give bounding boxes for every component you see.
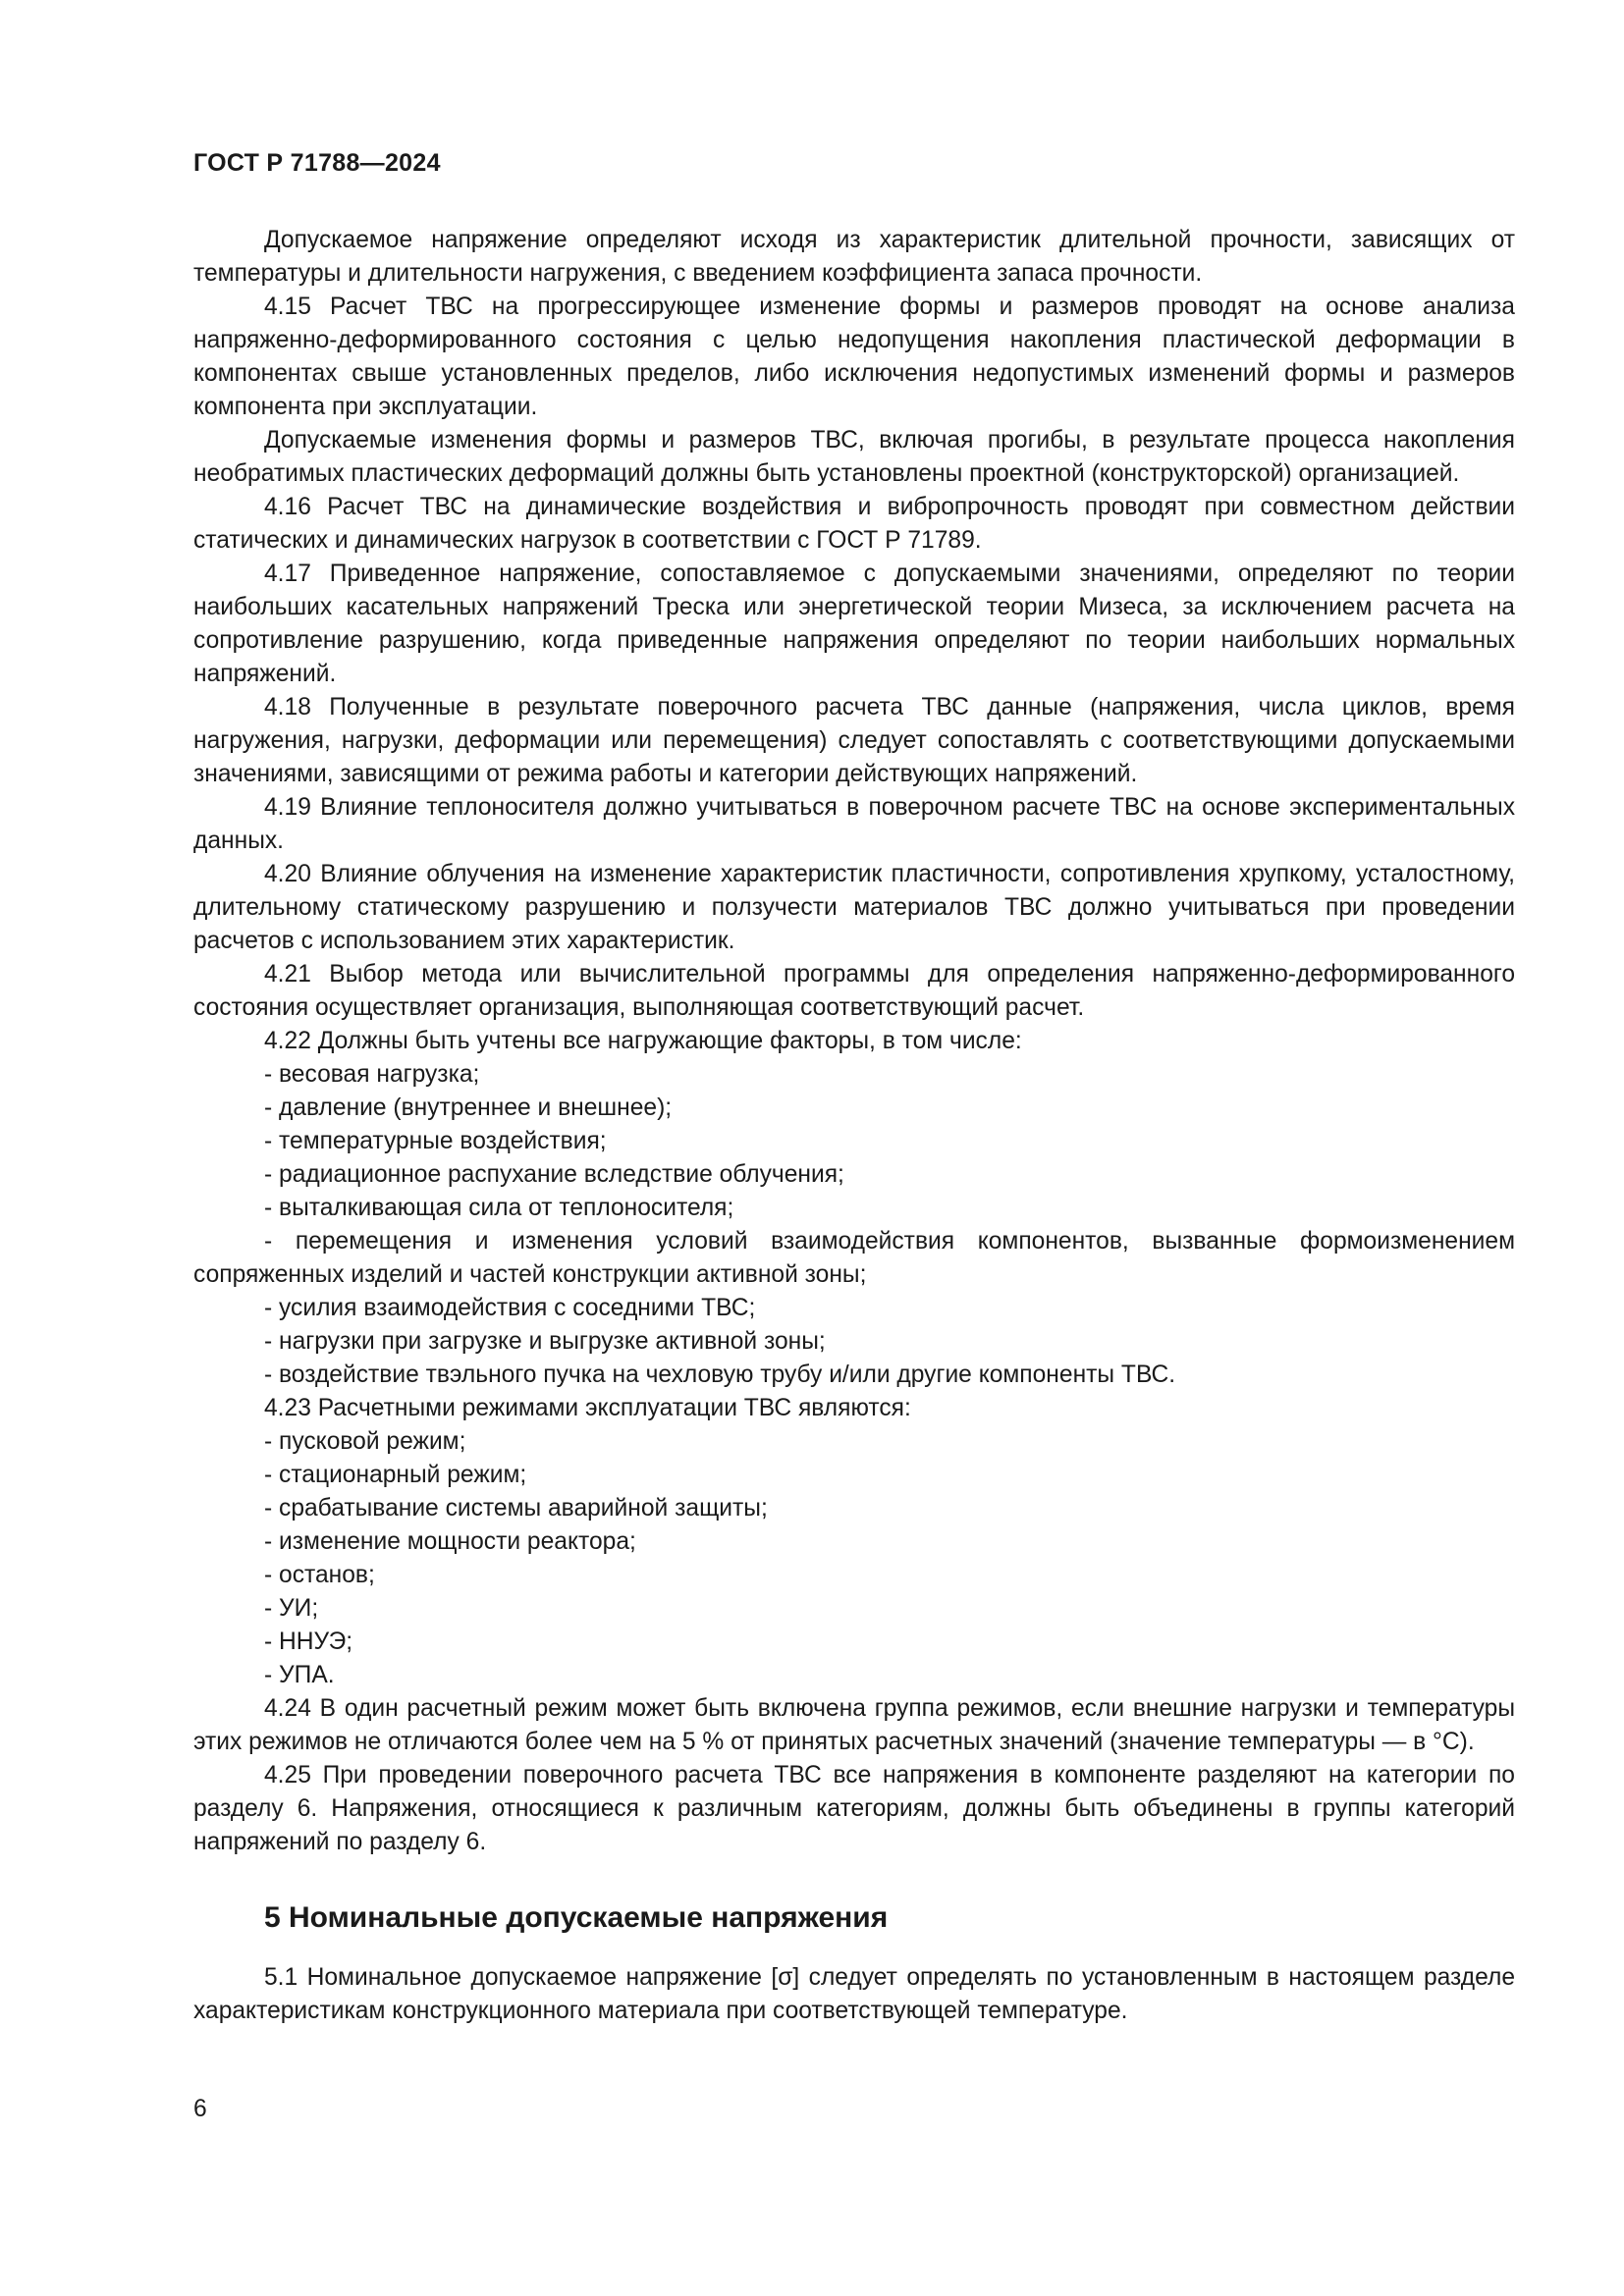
paragraph-4-17: 4.17 Приведенное напряжение, сопоставляемое с допускаемыми значениями, определяют по теории наибольших касательных напряжений Треска или энергетической теории Мизеса, за исключением расчета на сопротивление разрушению, когда приведенные напряжения определяют по теории наибольших нормальных напряжений. (193, 561, 1515, 687)
document-body (193, 224, 1515, 2028)
paragraph-4-22: 4.22 Должны быть учтены все нагружающие факторы, в том числе: (264, 1028, 1022, 1054)
paragraph-4-15-cont: Допускаемые изменения формы и размеров ТВС, включая прогибы, в результате процесса накопления необратимых пластических деформаций должны быть установлены проектной (конструкторской) организацией. (193, 427, 1515, 487)
list-item: - весовая нагрузка; (264, 1061, 480, 1088)
list-item: - давление (внутреннее и внешнее); (264, 1095, 673, 1121)
list-item: - радиационное распухание вследствие облучения; (264, 1161, 844, 1188)
paragraph-4-16: 4.16 Расчет ТВС на динамические воздействия и вибропрочность проводят при совместном действии статических и динамических нагрузок в соответствии с ГОСТ Р 71789. (193, 494, 1515, 554)
page-number: 6 (193, 2096, 207, 2122)
list-item: - ННУЭ; (264, 1629, 353, 1655)
paragraph-5-1: 5.1 Номинальное допускаемое напряжение [σ] следует определять по установленным в настоящем разделе характеристикам конструкционного материала при соответствующей температуре. (193, 1964, 1515, 2024)
paragraph-4-21: 4.21 Выбор метода или вычислительной программы для определения напряженно-деформированного состояния осуществляет организация, выполняющая соответствующий расчет. (193, 961, 1515, 1021)
list-item: - температурные воздействия; (264, 1128, 607, 1154)
paragraph-4-23: 4.23 Расчетными режимами эксплуатации ТВС являются: (264, 1395, 911, 1421)
list-item: - перемещения и изменения условий взаимодействия компонентов, вызванные формоизменением сопряженных изделий и частей конструкции активной зоны; (193, 1228, 1515, 1288)
list-item: - нагрузки при загрузке и выгрузке активной зоны; (264, 1328, 826, 1355)
list-item: - останов; (264, 1562, 375, 1588)
list-item: - УПА. (264, 1662, 335, 1688)
paragraph-4-20: 4.20 Влияние облучения на изменение характеристик пластичности, сопротивления хрупкому, усталостному, длительному статическому разрушению и ползучести материалов ТВС должно учитываться при проведении расчетов с использованием этих характеристик. (193, 861, 1515, 954)
document-header: ГОСТ Р 71788—2024 (193, 149, 441, 177)
list-item: - стационарный режим; (264, 1462, 527, 1488)
list-item: - УИ; (264, 1595, 319, 1622)
list-item: - пусковой режим; (264, 1428, 466, 1455)
list-item: - усилия взаимодействия с соседними ТВС; (264, 1295, 756, 1321)
list-item: - срабатывание системы аварийной защиты; (264, 1495, 768, 1522)
paragraph-4-15: 4.15 Расчет ТВС на прогрессирующее изменение формы и размеров проводят на основе анализа напряженно-деформированного состояния с целью недопущения накопления пластической деформации в компонентах свыше установленных пределов, либо исключения недопустимых изменений формы и размеров компонента при эксплуатации. (193, 294, 1515, 420)
list-item: - изменение мощности реактора; (264, 1528, 636, 1555)
paragraph-4-24: 4.24 В один расчетный режим может быть включена группа режимов, если внешние нагрузки и температуры этих режимов не отличаются более чем на 5 % от принятых расчетных значений (значение температуры — в °С). (193, 1695, 1515, 1755)
section-5-title: 5 Номинальные допускаемые напряжения (264, 1901, 889, 1934)
paragraph-4-18: 4.18 Полученные в результате поверочного расчета ТВС данные (напряжения, числа циклов, время нагружения, нагрузки, деформации или перемещения) следует сопоставлять с соответствующими допускаемыми значениями, зависящими от режима работы и категории действующих напряжений. (193, 694, 1515, 787)
paragraph-4-25: 4.25 При проведении поверочного расчета ТВС все напряжения в компоненте разделяют на категории по разделу 6. Напряжения, относящиеся к различным категориям, должны быть объединены в группы категорий напряжений по разделу 6. (193, 1762, 1515, 1855)
list-item: - выталкивающая сила от теплоносителя; (264, 1195, 734, 1221)
paragraph-4-19: 4.19 Влияние теплоносителя должно учитываться в поверочном расчете ТВС на основе экспериментальных данных. (193, 794, 1515, 854)
list-item: - воздействие твэльного пучка на чехловую трубу и/или другие компоненты ТВС. (264, 1362, 1176, 1388)
paragraph-allowable-stress: Допускаемое напряжение определяют исходя из характеристик длительной прочности, зависящих от температуры и длительности нагружения, с введением коэффициента запаса прочности. (193, 227, 1515, 287)
